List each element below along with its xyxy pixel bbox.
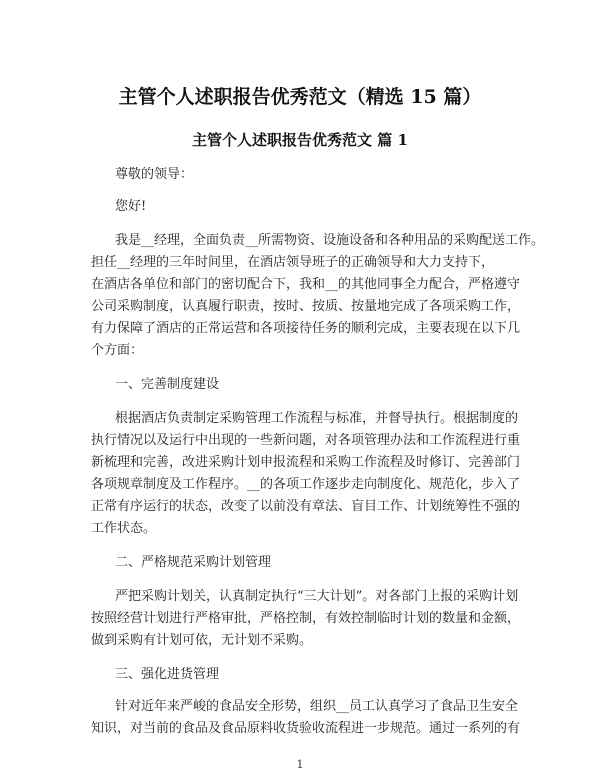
section2-line: 严把采购计划关，认真制定执行“三大计划”。对各部门上报的采购计划 [115,589,519,604]
section2-line: 按照经营计划进行严格审批，严格控制，有效控制临时计划的数量和金额， [91,611,521,626]
section-heading: 三、强化进货管理 [115,667,220,682]
document-title: 主管个人述职报告优秀范文（精选 15 篇） [118,86,482,108]
section3-line: 知识，对当前的食品及食品原料收货验收流程进一步规范。通过一系列的有 [91,721,521,736]
section1-line: 根据酒店负责制定采购管理工作流程与标准，并督导执行。根据制度的 [115,411,519,426]
section1-line: 各项规章制度及工作程序。__的各项工作逐步走向制度化、规范化，步入了 [91,477,521,492]
section2-line: 做到采购有计划可依，无计划不采购。 [91,633,313,648]
section-subtitle: 主管个人述职报告优秀范文 篇 1 [192,131,408,149]
intro-line: 我是__经理，全面负责__所需物资、设施设备和各种用品的采购配送工作。 [115,233,545,248]
section1-line: 工作状态。 [91,521,157,536]
intro-line: 有力保障了酒店的正常运营和各项接待任务的顺利完成，主要表现在以下几 [91,321,521,336]
intro-line: 担任__经理的三年时间里，在酒店领导班子的正确领导和大力支持下， [91,255,495,270]
section1-line: 正常有序运行的状态，改变了以前没有章法、盲目工作、计划统筹性不强的 [91,499,521,514]
section1-line: 执行情况以及运行中出现的一些新问题，对各项管理办法和工作流程进行重 [91,433,521,448]
salutation: 尊敬的领导： [115,167,194,182]
section-heading: 二、严格规范采购计划管理 [115,555,272,570]
greeting: 您好! [115,199,147,214]
intro-line: 公司采购制度，认真履行职责，按时、按质、按量地完成了各项采购工作， [91,299,521,314]
page-number: 1 [296,758,304,771]
section-heading: 一、完善制度建设 [115,377,220,392]
section1-line: 新梳理和完善，改进采购计划申报流程和采购工作流程及时修订、完善部门 [91,455,521,470]
intro-line: 在酒店各单位和部门的密切配合下，我和__的其他同事全力配合，严格遵守 [91,277,521,292]
section3-line: 针对近年来严峻的食品安全形势，组织__员工认真学习了食品卫生安全 [115,699,519,714]
intro-line: 个方面： [91,343,144,358]
